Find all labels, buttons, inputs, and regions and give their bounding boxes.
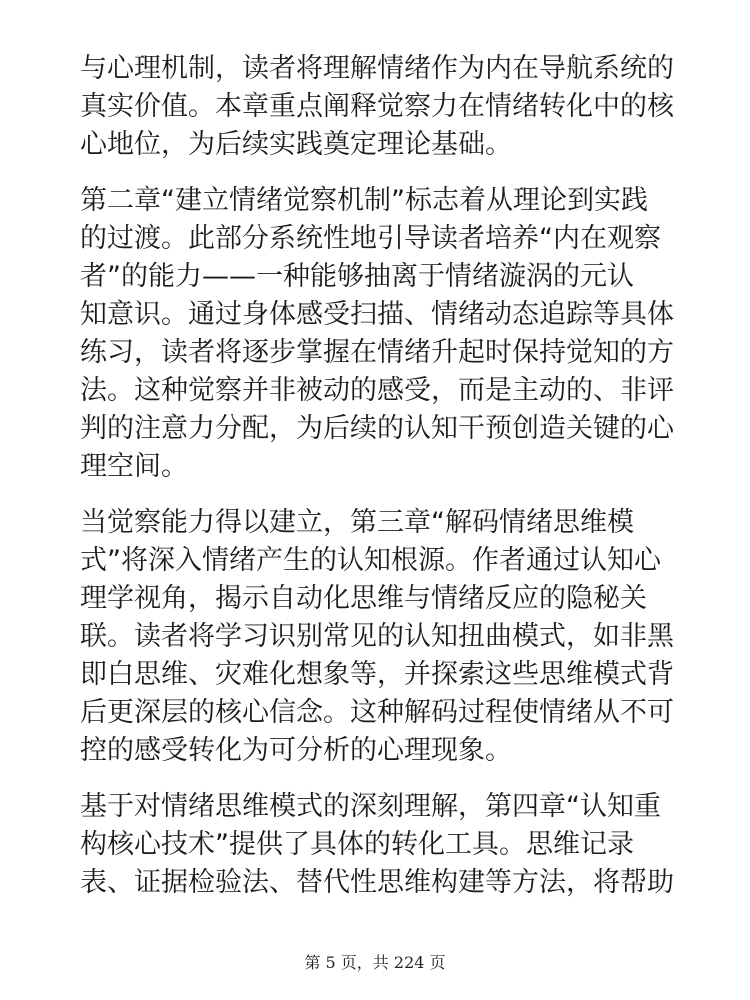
paragraph-4 xyxy=(80,788,672,902)
paragraph-2 xyxy=(80,182,672,486)
text-line: 基于对情绪思维模式的深刻理解，第四章“认知重 xyxy=(80,791,661,822)
text-line: 者”的能力——一种能够抽离于情绪漩涡的元认 xyxy=(80,261,634,292)
text-line: 第二章“建立情绪觉察机制”标志着从理论到实践 xyxy=(80,185,648,216)
text-line: 心地位，为后续实践奠定理论基础。 xyxy=(80,129,512,160)
text-line: 联。读者将学习识别常见的认知扭曲模式，如非黑 xyxy=(80,621,674,652)
text-line: 理空间。 xyxy=(80,451,188,482)
text-line: 真实价值。本章重点阐释觉察力在情绪转化中的核 xyxy=(80,91,674,122)
text-line: 后更深层的核心信念。这种解码过程使情绪从不可 xyxy=(80,697,674,728)
text-line: 知意识。通过身体感受扫描、情绪动态追踪等具体 xyxy=(80,299,674,330)
text-line: 构核心技术”提供了具体的转化工具。思维记录 xyxy=(80,829,634,860)
text-line: 当觉察能力得以建立，第三章“解码情绪思维模 xyxy=(80,507,634,538)
text-line: 控的感受转化为可分析的心理现象。 xyxy=(80,735,512,766)
text-line: 的过渡。此部分系统性地引导读者培养“内在观察 xyxy=(80,223,661,254)
body-text xyxy=(80,50,672,920)
paragraph-1 xyxy=(80,50,672,164)
text-line: 法。这种觉察并非被动的感受，而是主动的、非评 xyxy=(80,375,674,406)
text-line: 即白思维、灾难化想象等，并探索这些思维模式背 xyxy=(80,659,674,690)
text-line: 式”将深入情绪产生的认知根源。作者通过认知心 xyxy=(80,545,661,576)
paragraph-3 xyxy=(80,504,672,770)
text-line: 与心理机制，读者将理解情绪作为内在导航系统的 xyxy=(80,53,674,84)
page-number-footer: 第 5 页，共 224 页 xyxy=(304,953,446,972)
text-line: 表、证据检验法、替代性思维构建等方法，将帮助 xyxy=(80,867,674,898)
text-line: 理学视角，揭示自动化思维与情绪反应的隐秘关 xyxy=(80,583,647,614)
text-line: 练习，读者将逐步掌握在情绪升起时保持觉知的方 xyxy=(80,337,674,368)
text-line: 判的注意力分配，为后续的认知干预创造关键的心 xyxy=(80,413,674,444)
